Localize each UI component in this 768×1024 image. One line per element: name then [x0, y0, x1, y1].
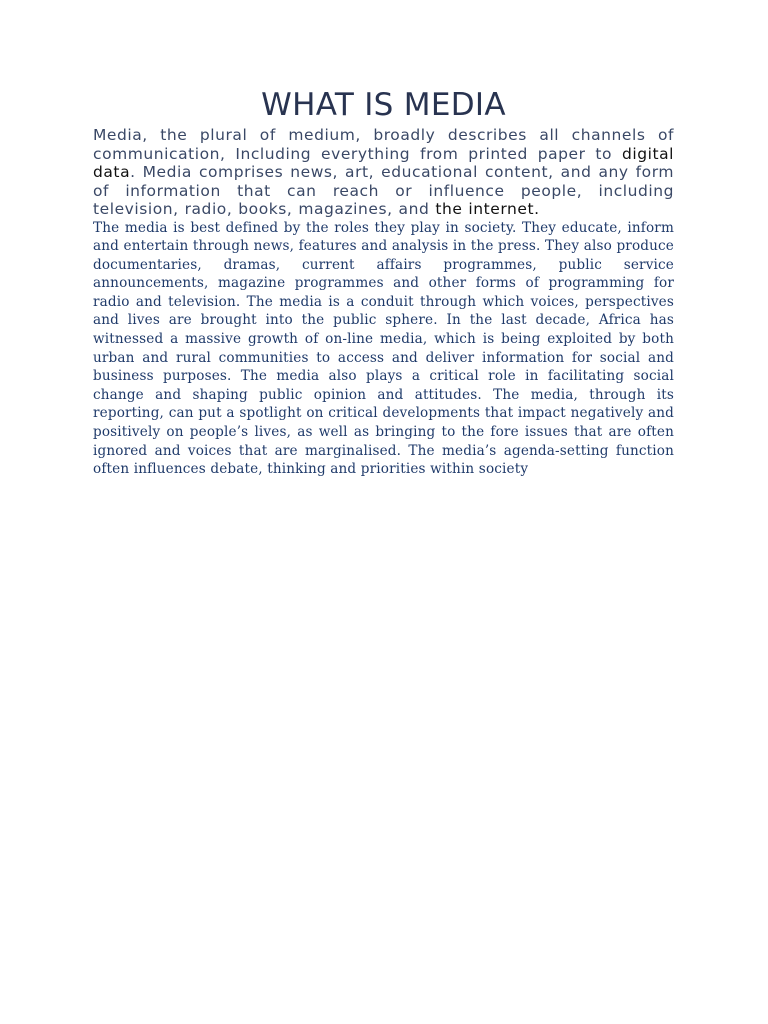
digital-data-link[interactable]: digital data — [93, 144, 674, 181]
intro-text-3: . — [534, 200, 540, 218]
intro-text-1: Media, the plural of medium, broadly describes all channels of communication, Including everything from printed paper to — [93, 126, 674, 163]
intro-text-2: . Media comprises news, art, educational content, and any form of information that can reach or influence people, including television, radio, books, magazines, and — [93, 163, 674, 218]
internet-link[interactable]: the internet — [435, 200, 535, 218]
intro-paragraph — [93, 126, 674, 219]
document-page — [93, 84, 674, 479]
body-paragraph: The media is best defined by the roles they play in society. They educate, inform and entertain through news, features and analysis in the press. They also produce documentaries, dramas, current affairs programmes, public service announcements, magazine programmes and other forms of programming for radio and television. The media is a conduit through which voices, perspectives and lives are brought into the public sphere. In the last decade, Africa has witnessed a massive growth of on-line media, which is being exploited by both urban and rural communities to access and deliver information for social and business purposes. The media also plays a critical role in facilitating social change and shaping public opinion and attitudes. The media, through its reporting, can put a spotlight on critical developments that impact negatively and positively on people’s lives, as well as bringing to the fore issues that are often ignored and voices that are marginalised. The media’s agenda-setting function often influences debate, thinking and priorities within society — [93, 219, 674, 478]
page-title: WHAT IS MEDIA — [261, 87, 506, 123]
